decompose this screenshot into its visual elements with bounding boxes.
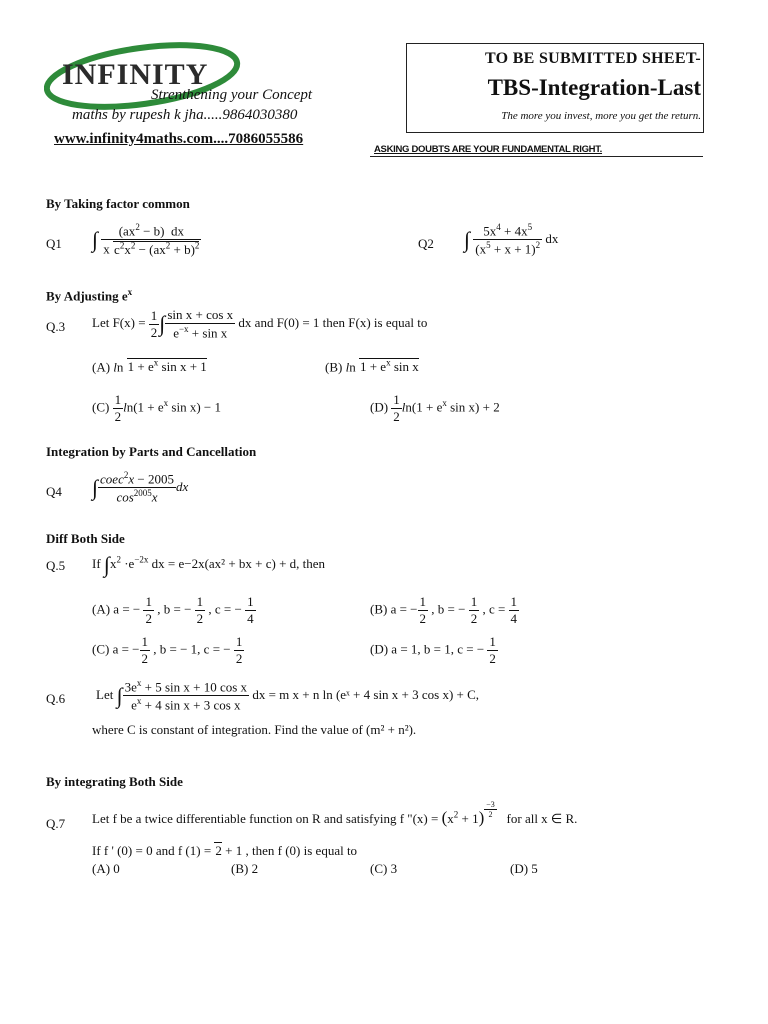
website-link[interactable]: www.infinity4maths.com....7086055586 xyxy=(54,131,304,147)
option-text: (B) a = − xyxy=(370,601,418,617)
option-text: (C) a = − xyxy=(92,641,140,657)
option-d: (D) 5 xyxy=(510,861,538,876)
sheet-title: TBS-Integration-Last xyxy=(487,75,701,100)
option-label: (D) xyxy=(370,399,389,415)
option-a: (A) a = − $\frac{1}{2}$ , b = − $\frac{1}{2}$ , c = − $\frac{1}{4}$ xyxy=(92,594,254,626)
q7-line1-tail: for all x ∈ R. xyxy=(506,810,578,826)
section-heading-text: By Adjusting e xyxy=(46,288,128,304)
option-text: (A) a = − xyxy=(92,601,141,617)
option-b: (B) $\ln 1 + e^x$ sin x xyxy=(325,358,419,375)
question-number: Q.6 xyxy=(46,691,66,706)
brand-block xyxy=(44,40,374,160)
sheet-label: TO BE SUBMITTED SHEET- xyxy=(484,50,701,67)
question-number: Q.5 xyxy=(46,558,66,573)
q5-lead: If xyxy=(92,555,101,571)
q6-statement: Let ∫ $\frac{3e^x + 5 \sin x + 10 \cos x}{e^x + 4 \sin x + 3 \cos x}$ dx = m x + n ln (eˣ + 4 sin x + 3 cos x) + C, xyxy=(96,678,480,713)
option-d: (D) $\frac{1}{2}$ $\ln(1 + e^x$ sin x) + 2 xyxy=(370,392,500,424)
header-divider xyxy=(370,156,703,157)
option-b: (B) 2 xyxy=(231,861,259,876)
q5-tail: = e−2x(ax² + bx + c) + d, then xyxy=(167,555,326,571)
q3-condition: dx and F(0) = 1 then F(x) is equal to xyxy=(238,315,428,331)
q7-line1: Let f be a twice differentiable function on R and satisfying f "$(x) = (x^2 + 1)$ $^{\frac{-3}{2}}$ for all x ∈ R. xyxy=(92,800,578,827)
option-a: (A) 0 xyxy=(92,861,120,876)
section-heading: Diff Both Side xyxy=(46,531,125,546)
option-b: (B) a = − $\frac{1}{2}$ , b = − $\frac{1}{2}$ , c = $\frac{1}{4}$ xyxy=(370,594,518,626)
q3-statement: Let F(x) = $\frac{1}{2}$ ∫ $\frac{\text{sin x + cos x}}{e^{-x} + \sin x}$ dx and F(0) = 1 then F(x) is equal to xyxy=(92,307,428,341)
q7-line2-tail: + 1 , then f (0) is equal to xyxy=(225,843,358,858)
q2-expression: ∫ $\frac{5x^4 + 4x^5}{(x^5 + x + 1)^2}$ dx xyxy=(464,222,559,257)
q1-expression: ∫ $\frac{(ax^2 - b) dx}{x c^2x^2 - (ax^2 + b)^2}$ xyxy=(92,222,200,257)
option-c: (C) a = − $\frac{1}{2}$ , b = − 1, c = − $\frac{1}{2}$ xyxy=(92,634,243,666)
option-label: (A) xyxy=(92,359,111,375)
q3-lead: Let F(x) = xyxy=(92,315,146,331)
option-c: (C) 3 xyxy=(370,861,398,876)
q6-rhs: dx = m x + n ln (eˣ + 4 sin x + 3 cos x) + C, xyxy=(252,686,480,702)
option-label: (B) xyxy=(325,359,343,375)
submission-header-box xyxy=(406,43,704,133)
option-d: (D) a = 1, b = 1, c = − $\frac{1}{2}$ xyxy=(370,634,496,666)
option-c: (C) $\frac{1}{2}$ $\ln(1 + e^x$ sin x) − 1 xyxy=(92,392,221,424)
option-label: (C) xyxy=(92,399,110,415)
question-number: Q1 xyxy=(46,236,62,251)
q4-expression: ∫ $\frac{coec^2x - 2005}{\cos^{2005}x}$ dx xyxy=(92,470,189,505)
q5-statement: If $\int x^2 \cdot e^{-2x}$ dx = e−2x(ax² + bx + c) + d, then xyxy=(92,552,326,577)
asking-doubts-line: ASKING DOUBTS ARE YOUR FUNDAMENTAL RIGHT. xyxy=(374,144,603,155)
q7-line1-text: Let f be a twice differentiable function on R and satisfying f "(x) = xyxy=(92,810,439,826)
option-a: (A) $\ln 1 + e^x$ sin x + 1 xyxy=(92,358,207,375)
q6-line2: where C is constant of integration. Find the value of (m² + n²). xyxy=(92,722,417,737)
section-heading xyxy=(46,287,132,304)
q7-line2: If f ' (0) = 0 and f (1) = 2 + 1 , then f (0) is equal to xyxy=(92,843,358,858)
logo-text: INFINITY xyxy=(62,58,209,91)
section-heading: Integration by Parts and Cancellation xyxy=(46,444,257,459)
question-number: Q.7 xyxy=(46,816,66,831)
sheet-quote: The more you invest, more you get the return. xyxy=(501,110,701,122)
section-heading: By integrating Both Side xyxy=(46,774,183,789)
tagline: Strenthening your Concept xyxy=(151,87,313,103)
section-heading: By Taking factor common xyxy=(46,196,190,211)
author-line: maths by rupesh k jha.....9864030380 xyxy=(72,107,298,123)
question-number: Q2 xyxy=(418,236,434,251)
q7-line2-text: If f ' (0) = 0 and f (1) = xyxy=(92,843,212,858)
q6-lead: Let xyxy=(96,686,114,702)
question-number: Q.3 xyxy=(46,319,66,334)
option-text: (D) a = 1, b = 1, c = − xyxy=(370,641,485,657)
question-number: Q4 xyxy=(46,484,62,499)
section-heading-sup: x xyxy=(127,287,133,297)
